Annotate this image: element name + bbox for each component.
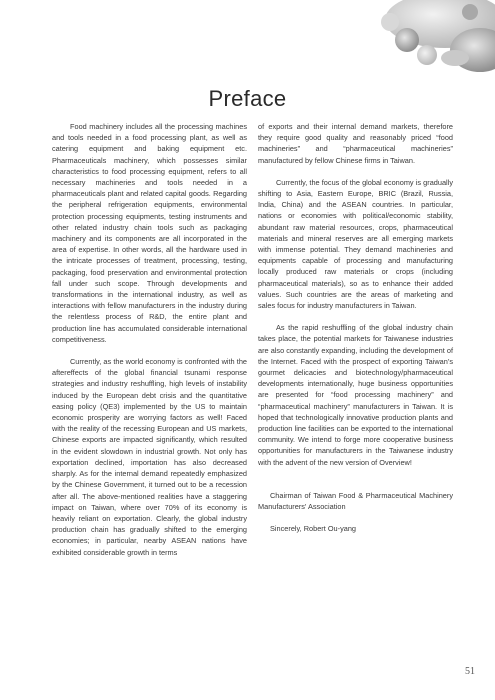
page-title: Preface — [208, 86, 287, 111]
left-column — [52, 121, 247, 569]
signature-block — [258, 490, 453, 535]
signature-name: Sincerely, Robert Ou-yang — [270, 524, 356, 534]
paragraph: As the rapid reshuffling of the global industry chain takes place, the potential markets for Taiwanese industries are also constantly expanding, including the development of the Internet. Faced with the prospect of exporting Taiwan’s gourmet delicacies and biotechnology/pharmaceutical developments internationally, huge business opportunities are presented for “food processing machinery” and “pharmaceutical machinery” manufacturers in Taiwan. It is hoped that technologically innovative production plants and production line facilities can be exported to the international community. We intend to forge more cooperative business opportunities for manufacturers in the Taiwanese industry with the advent of the new version of Overview! — [258, 323, 453, 467]
paragraph: Food machinery includes all the processing machines and tools needed in a food processing plant, as well as catering equipment and baking equipment etc. Pharmaceuticals machinery, which possesses similar characteristics to food processing equipment, refers to all necessary machineries and tools needed in a pharmaceuticals plant and related capital goods. Regarding the peripheral refrigeration equipments, environmental protection processing equipments, testing instruments and other related industry chain tools such as packaging machinery and its components are all incorporated in the area of expertise. In other words, all the hardware used in the intricate processes of treatment, processing, testing, packaging, food preservation and environmental protection fall under such scope. Through developments and transformations in the international industry, as well as interactions with fellow manufacturers in the industry during the relentless process of R&D, the entire plant and production line has accumulated considerable international competitiveness. — [52, 122, 247, 344]
paragraph: Currently, the focus of the global economy is gradually shifting to Asia, Eastern Europe, BRIC (Brazil, Russia, India, China) and the ASEAN countries. In particular, nations or economies with political/economic stability, abundant raw material resources, crops, pharmaceutical materials and mineral reserves are all emerging markets with immense potential. They demand machineries and equipments capable of processing and manufacturing locally produced raw materials or crops (including pharmaceutical materials), so as to enhance their added values. Such countries are the areas of marketing and sales focus for industry manufacturers in Taiwan. — [258, 177, 453, 311]
right-column — [258, 121, 453, 546]
page-number: 51 — [465, 666, 475, 677]
header-food-photo — [295, 0, 495, 80]
signature-title: Chairman of Taiwan Food & Pharmaceutical Machinery Manufacturers' Association — [258, 490, 453, 512]
paragraph: Currently, as the world economy is confronted with the aftereffects of the global financial tsunami response strategies and industry reshuffling, high levels of instability induced by the European debt crisis and the quantitative easing policy (QE3) implemented by the US to maintain economic prosperity are worrying factors as well! Faced with the reality of the recessing European and US markets, Chinese exports are impacted significantly, which resulted in the evident slowdown in industrial growth. Not only has exportation declined, importation has also decreased sharply. As for the internal demand repeatedly emphasized by the Chinese Government, it turned out to be a recession after all. The above-mentioned realities have a staggering impact on Taiwan, where over 70% of its economy is heavily reliant on exportation. Clearly, the global industry production chain has gradually shifted to the emerging economies; in particular, nearby ASEAN nations have exhibited considerable growth in terms — [52, 357, 247, 557]
paragraph-continuation: of exports and their internal demand markets, therefore they require good quality and reasonably priced “food machineries” and “pharmaceutical machineries” manufactured by fellow Chinese firms in Taiwan. — [258, 122, 453, 165]
